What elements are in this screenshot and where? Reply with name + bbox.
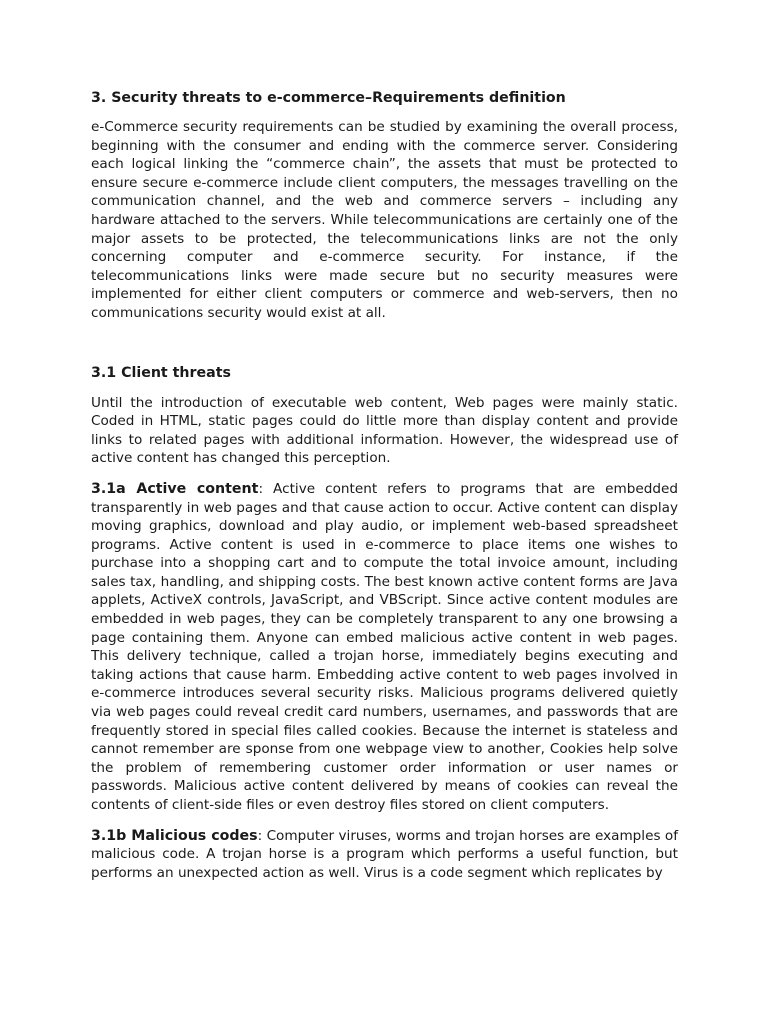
active-content-text: : Active content refers to programs that are embedded transparently in web pages and that cause action to occur. Active content can display moving graphics, download and play audio, or implement web-based spreadsheet programs. Active content is used in e-commerce to place items one wishes to purchase into a shopping cart and to compute the total invoice amount, including sales tax, handling, and shipping costs. The best known active content forms are Java applets, ActiveX controls, JavaScript, and VBScript. Since active content modules are embedded in web pages, they can be completely transparent to any one browsing a page containing them. Anyone can embed malicious active content in web pages. This delivery technique, called a trojan horse, immediately begins executing and taking actions that cause harm. Embedding active content to web pages involved in e-commerce introduces several security risks. Malicious programs delivered quietly via web pages could reveal credit card numbers, usernames, and passwords that are frequently stored in special files called cookies. Because the internet is stateless and cannot remember are sponse from one webpage view to another, Cookies help solve the problem of remembering customer order information or user names or passwords. Malicious active content delivered by means of cookies can reveal the contents of client-side files or even destroy files stored on client computers. xyxy=(91,480,678,813)
malicious-codes-paragraph xyxy=(91,827,678,883)
section-3-heading: 3. Security threats to e-commerce–Requirements definition xyxy=(91,90,566,106)
active-content-paragraph xyxy=(91,480,678,815)
section-3-1-heading: 3.1 Client threats xyxy=(91,364,231,381)
section-3-paragraph: e-Commerce security requirements can be studied by examining the overall process, beginning with the consumer and ending with the commerce server. Considering each logical linking the “commerce chain”, the assets that must be protected to ensure secure e-commerce include client computers, the messages travelling on the communication channel, and the web and commerce servers – including any hardware attached to the servers. While telecommunications are certainly one of the major assets to be protected, the telecommunications links are not the only concerning computer and e-commerce security. For instance, if the telecommunications links were made secure but no security measures were implemented for either client computers or commerce and web-servers, then no communications security would exist at all. xyxy=(91,119,678,321)
active-content-label: 3.1a Active content xyxy=(91,480,259,497)
malicious-codes-text: : Computer viruses, worms and trojan horses are examples of malicious code. A trojan horse is a program which performs a useful function, but performs an unexpected action as well. Virus is a code segment which replicates by xyxy=(91,827,679,881)
section-3-1-paragraph: Until the introduction of executable web content, Web pages were mainly static. Coded in HTML, static pages could do little more than display content and provide links to related pages with additional information. However, the widespread use of active content has changed this perception. xyxy=(91,394,678,467)
malicious-codes-label: 3.1b Malicious codes xyxy=(91,827,258,844)
